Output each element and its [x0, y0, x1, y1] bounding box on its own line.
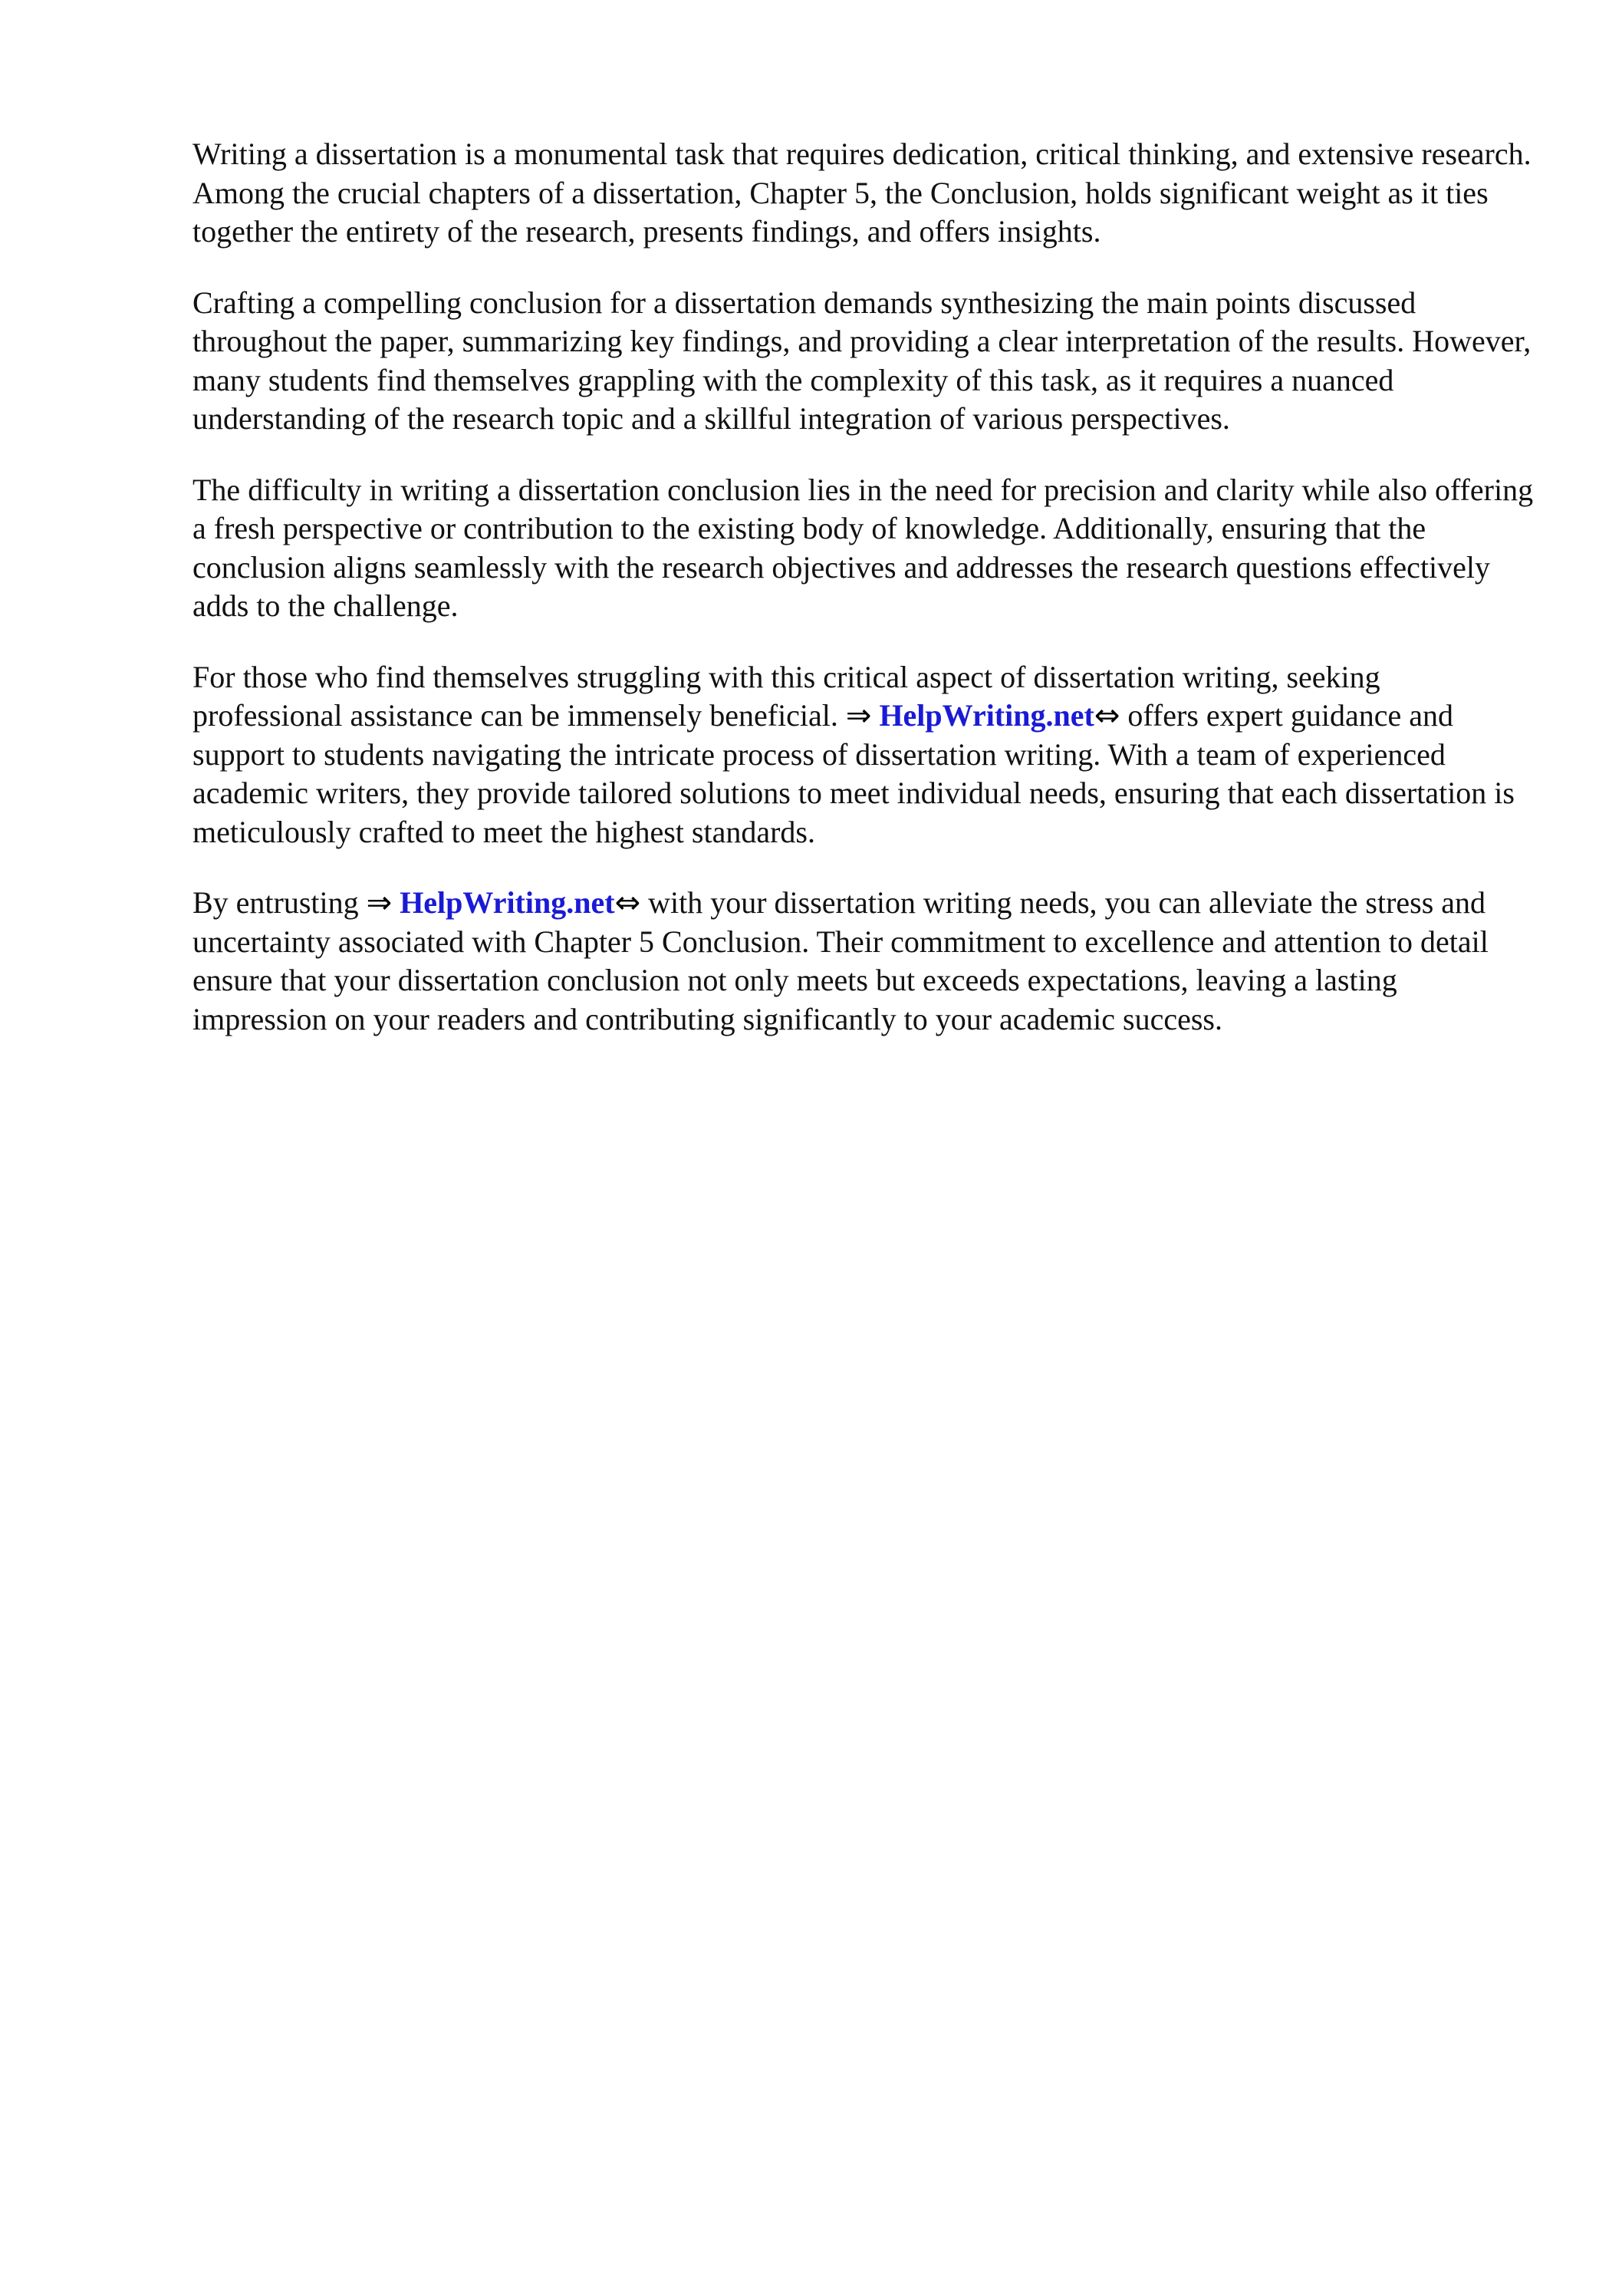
paragraph-text-after: offers expert guidance and support to students navigating the intricate process of dissertation writing. With a team of experienced academic writers, they provide tailored solutions to meet individual needs, ensuring that each dissertation is meticulously crafted to meet the highest standards. — [192, 698, 1515, 849]
paragraph-assistance — [192, 658, 1535, 852]
document-body — [192, 135, 1535, 1071]
right-arrow-icon: ⇒ — [366, 885, 393, 921]
paragraph-text-after: with your dissertation writing needs, you can alleviate the stress and uncertainty associated with Chapter 5 Conclusion. Their commitment to excellence and attention to detail ensure that your dissertation conclusion not only meets but exceeds expectations, leaving a lasting impression on your readers and contributing significantly to your academic success. — [192, 885, 1489, 1036]
paragraph-text-before: By entrusting — [192, 885, 367, 920]
paragraph-entrusting — [192, 884, 1535, 1039]
right-arrow-icon: ⇒ — [845, 698, 872, 733]
left-right-arrow-icon: ⇔ — [1094, 698, 1120, 733]
paragraph-intro: Writing a dissertation is a monumental task that requires dedication, critical thinking, and extensive research. Among the crucial chapters of a dissertation, Chapter 5, the Conclusion, holds significant weight as it ties together the entirety of the research, presents findings, and offers insights. — [192, 137, 1532, 249]
left-right-arrow-icon: ⇔ — [614, 885, 641, 921]
paragraph-crafting: Crafting a compelling conclusion for a dissertation demands synthesizing the main points discussed throughout the paper, summarizing key findings, and providing a clear interpretation of the results. However, many students find themselves grappling with the complexity of this task, as it requires a nuanced understanding of the research topic and a skillful integration of various perspectives. — [192, 285, 1532, 436]
paragraph-difficulty: The difficulty in writing a dissertation conclusion lies in the need for precision and clarity while also offering a fresh perspective or contribution to the existing body of knowledge. Additionally, ensuring that the conclusion aligns seamlessly with the research objectives and addresses the research questions effectively adds to the challenge. — [192, 472, 1534, 623]
helpwriting-link[interactable]: HelpWriting.net — [400, 885, 615, 920]
paragraph-text-before: For those who find themselves struggling with this critical aspect of dissertation writing, seeking professional assistance can be immensely beneficial. — [192, 659, 1380, 733]
helpwriting-link[interactable]: HelpWriting.net — [879, 698, 1094, 733]
